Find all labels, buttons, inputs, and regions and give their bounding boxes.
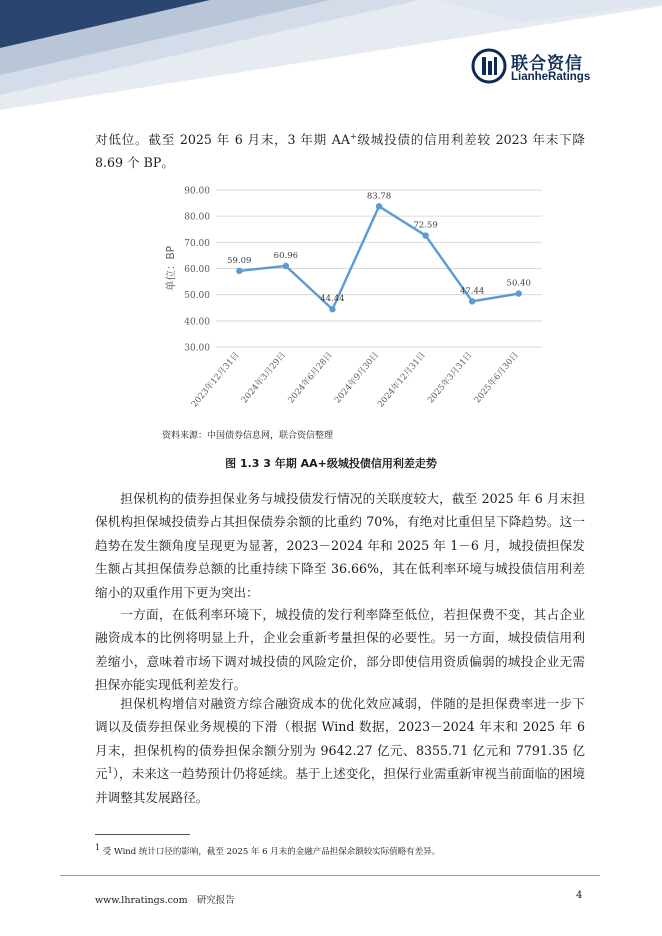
data-point: [329, 306, 335, 312]
chart-source: 资料来源：中国债券信息网，联合资信整理: [162, 431, 334, 441]
footer-url[interactable]: www.lhratings.com: [95, 895, 188, 906]
lianhe-logo-icon: [471, 48, 507, 84]
footnote: [95, 845, 440, 857]
logo-text-cn: 联合资信: [511, 54, 583, 74]
data-label: 60.96: [273, 250, 299, 261]
p3-text-b: ），未来这一趋势预计仍将延续。基于上述变化，担保行业需重新审视当前面临的困境并调整其发展路径。: [95, 766, 586, 805]
data-point: [376, 203, 382, 209]
x-tick-label: 2024年9月30日: [332, 350, 382, 406]
body-paragraph-1: 担保机构的债券担保业务与城投债发行情况的关联度较大，截至 2025 年 6 月末担保机构担保城投债券占其担保债券余额的比重约 70%，有绝对比重但呈下降趋势。这一趋势在发生额角度呈现更为显著，2023－2024 年和 2025 年 1－6 月，城投债担保发生额占其担保债券总额的比重持续下降至 36.66%，其在低利率环境与城投债信用利差缩小的双重作用下更为突出：: [95, 491, 585, 600]
chart-caption: 图 1.3 3 年期 AA+级城投债信用利差走势: [225, 457, 437, 470]
y-tick-label: 60.00: [184, 265, 210, 275]
brand-logo: [471, 48, 591, 88]
x-tick-label: 2025年3月31日: [426, 350, 475, 406]
data-label: 59.09: [227, 255, 252, 266]
y-tick-label: 30.00: [184, 343, 210, 354]
data-point: [422, 232, 428, 238]
x-tick-label: 2024年3月29日: [239, 350, 289, 406]
intro-text-b: 级城投债的信用利差较 2023 年末下降 8.69 个 BP。: [95, 132, 585, 171]
logo-text-en: LianheRatings: [511, 71, 591, 83]
y-tick-label: 50.00: [184, 291, 210, 302]
intro-text-a: 对低位。截至 2025 年 6 月末，3 年期 AA: [95, 132, 350, 147]
p3-text-a: 担保机构增信对融资方综合融资成本的优化效应减弱，伴随的是担保费率进一步下调以及债券担保业务规模的下滑（根据 Wind 数据，2023－2024 年末和 2025 年 6 月末，担保机构的债券担保余额分别为 9642.27 亿元、8355.71 亿元和 7791.35 亿元: [95, 696, 585, 782]
data-label: 44.44: [320, 294, 345, 305]
body-paragraph-2: 一方面，在低利率环境下，城投债的发行利率降至低位，若担保费不变，其占企业融资成本的比例将明显上升，企业会重新考量担保的必要性。另一方面，城投债信用利差缩小，意味着市场下调对城投债的风险定价，部分即使信用资质偏弱的城投企业无需担保亦能实现低利差发行。: [95, 607, 585, 693]
footnote-divider: [95, 834, 190, 835]
y-axis-label: 单位：BP: [165, 245, 177, 292]
credit-spread-chart: [150, 180, 550, 425]
footnote-ref[interactable]: 1: [107, 766, 113, 776]
y-tick-label: 40.00: [184, 317, 210, 328]
y-tick-label: 70.00: [184, 238, 210, 249]
y-tick-label: 80.00: [184, 212, 210, 223]
x-tick-label: 2025年6月30日: [472, 350, 522, 406]
data-label: 83.78: [366, 191, 392, 202]
footer-site: [95, 892, 235, 906]
footnote-mark: 1: [95, 843, 101, 853]
data-point: [283, 263, 289, 269]
x-tick-label: 2024年6月28日: [286, 350, 335, 406]
page-number: 4: [576, 890, 583, 901]
y-tick-label: 90.00: [184, 186, 210, 197]
body-paragraph-3: [95, 692, 585, 809]
data-label: 50.40: [506, 278, 531, 289]
footnote-text: 受 Wind 统计口径的影响，截至 2025 年 6 月末的金融产品担保余额较实际值略有差异。: [100, 847, 441, 857]
intro-sup: +: [349, 131, 357, 141]
data-point: [236, 268, 242, 274]
data-point: [516, 290, 522, 296]
intro-paragraph: [95, 128, 585, 175]
data-label: 47.44: [459, 286, 485, 297]
x-tick-label: 2024年12月31日: [376, 350, 428, 410]
footer-label: 研究报告: [196, 895, 235, 906]
x-tick-label: 2023年12月31日: [189, 350, 242, 410]
data-point: [469, 298, 475, 304]
footer-divider: [60, 875, 600, 876]
data-label: 72.59: [413, 220, 438, 231]
